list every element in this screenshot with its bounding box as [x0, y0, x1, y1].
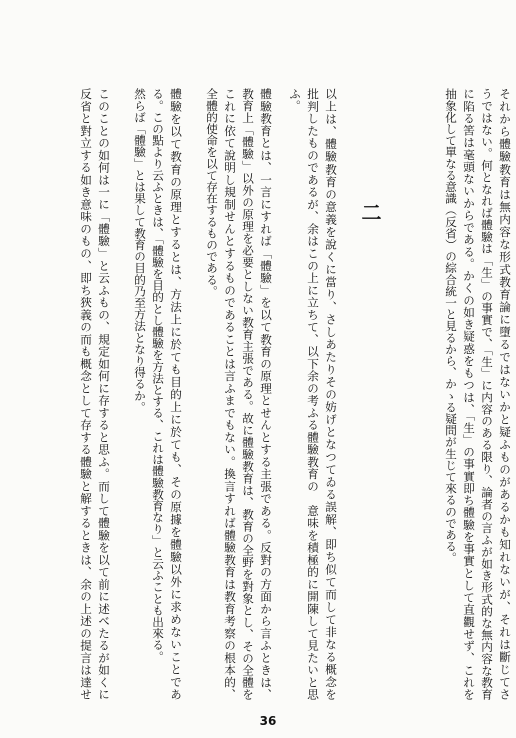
text-line: これに依て說明し規制せんとするものであることは言ふまでもない。換言すれば體驗教育は教育考察の根本的、: [223, 88, 237, 700]
text-line: 以上は、體驗教育の意義を說くに當り、さしあたりその妨げとなつてゐる誤解、即ち似て而して非なる概念を: [324, 88, 338, 700]
text-line: る。この點より云ふときは、「體驗を目的とし體驗を方法とする、これは體驗教育なり」と云ふことも出來る。: [151, 88, 165, 663]
text-line: 體驗を以て教育の原理とするとは、方法上に於ても目的上に於ても、その原據を體驗以外に求めないことであ: [169, 88, 183, 700]
text-line: うではない。何となれば體驗は「生」の事實で、「生」に内容のある限り、論者の言ふが如き形式的な無内容な教育: [480, 88, 494, 700]
paragraph: [286, 88, 340, 700]
text-line: 全體的使命を以て存在するものである。: [205, 88, 219, 297]
text-line: 反省と對立する如き意味のもの、即ち狹義の而も概念として存する體驗と解するときは、余の上述の提言は達せ: [79, 88, 93, 700]
paragraph: [77, 88, 113, 700]
text-line: このことの如何は一に「體驗」と云ふもの、規定如何に存すると思ふ。而して體驗を以て前に述べたるが如くに: [97, 88, 111, 700]
text-line: 批判したものであるが、余はこの上に立ちて、以下余の考ふる體驗教育の 意味を積極的に開陳して見たいと思: [306, 88, 320, 700]
text-line: 然らば「體驗」とは果して教育の目的乃至方法となり得るか。: [133, 88, 147, 413]
text-line: それから體驗教育は無内容な形式教育論に墮るではないかと疑ふものがあるかも知れないが、それは斷じてさ: [498, 88, 512, 700]
paragraph: [203, 88, 275, 700]
paragraph: [131, 88, 149, 700]
section-number: 二: [358, 202, 382, 222]
page-number: 36: [259, 714, 277, 728]
text-line: 體驗教育とは、一言にすれば「體驗」を以て教育の原理とせんとする主張である。反對の方面から言ふときは、: [259, 88, 273, 700]
vertical-text-body: [77, 88, 514, 700]
text-line: 教育上「體驗」以外の原理を必要としない教育主張である。故に體驗教育は、教育の全野を對象とし、その全體を: [241, 88, 255, 700]
text-line: に陷る筈は毫頭ないからである。かくの如き疑惑をもつは、「生」の事實即ち體驗を事實として直觀せず、これを: [462, 88, 476, 700]
paragraph: [149, 88, 185, 700]
paragraph: [442, 88, 514, 700]
text-line: ふ。: [288, 88, 302, 112]
text-line: 抽象化して單なる意識（反省）の綜合統一と見るから、かゝる疑問が生じて來るのである。: [444, 88, 458, 564]
